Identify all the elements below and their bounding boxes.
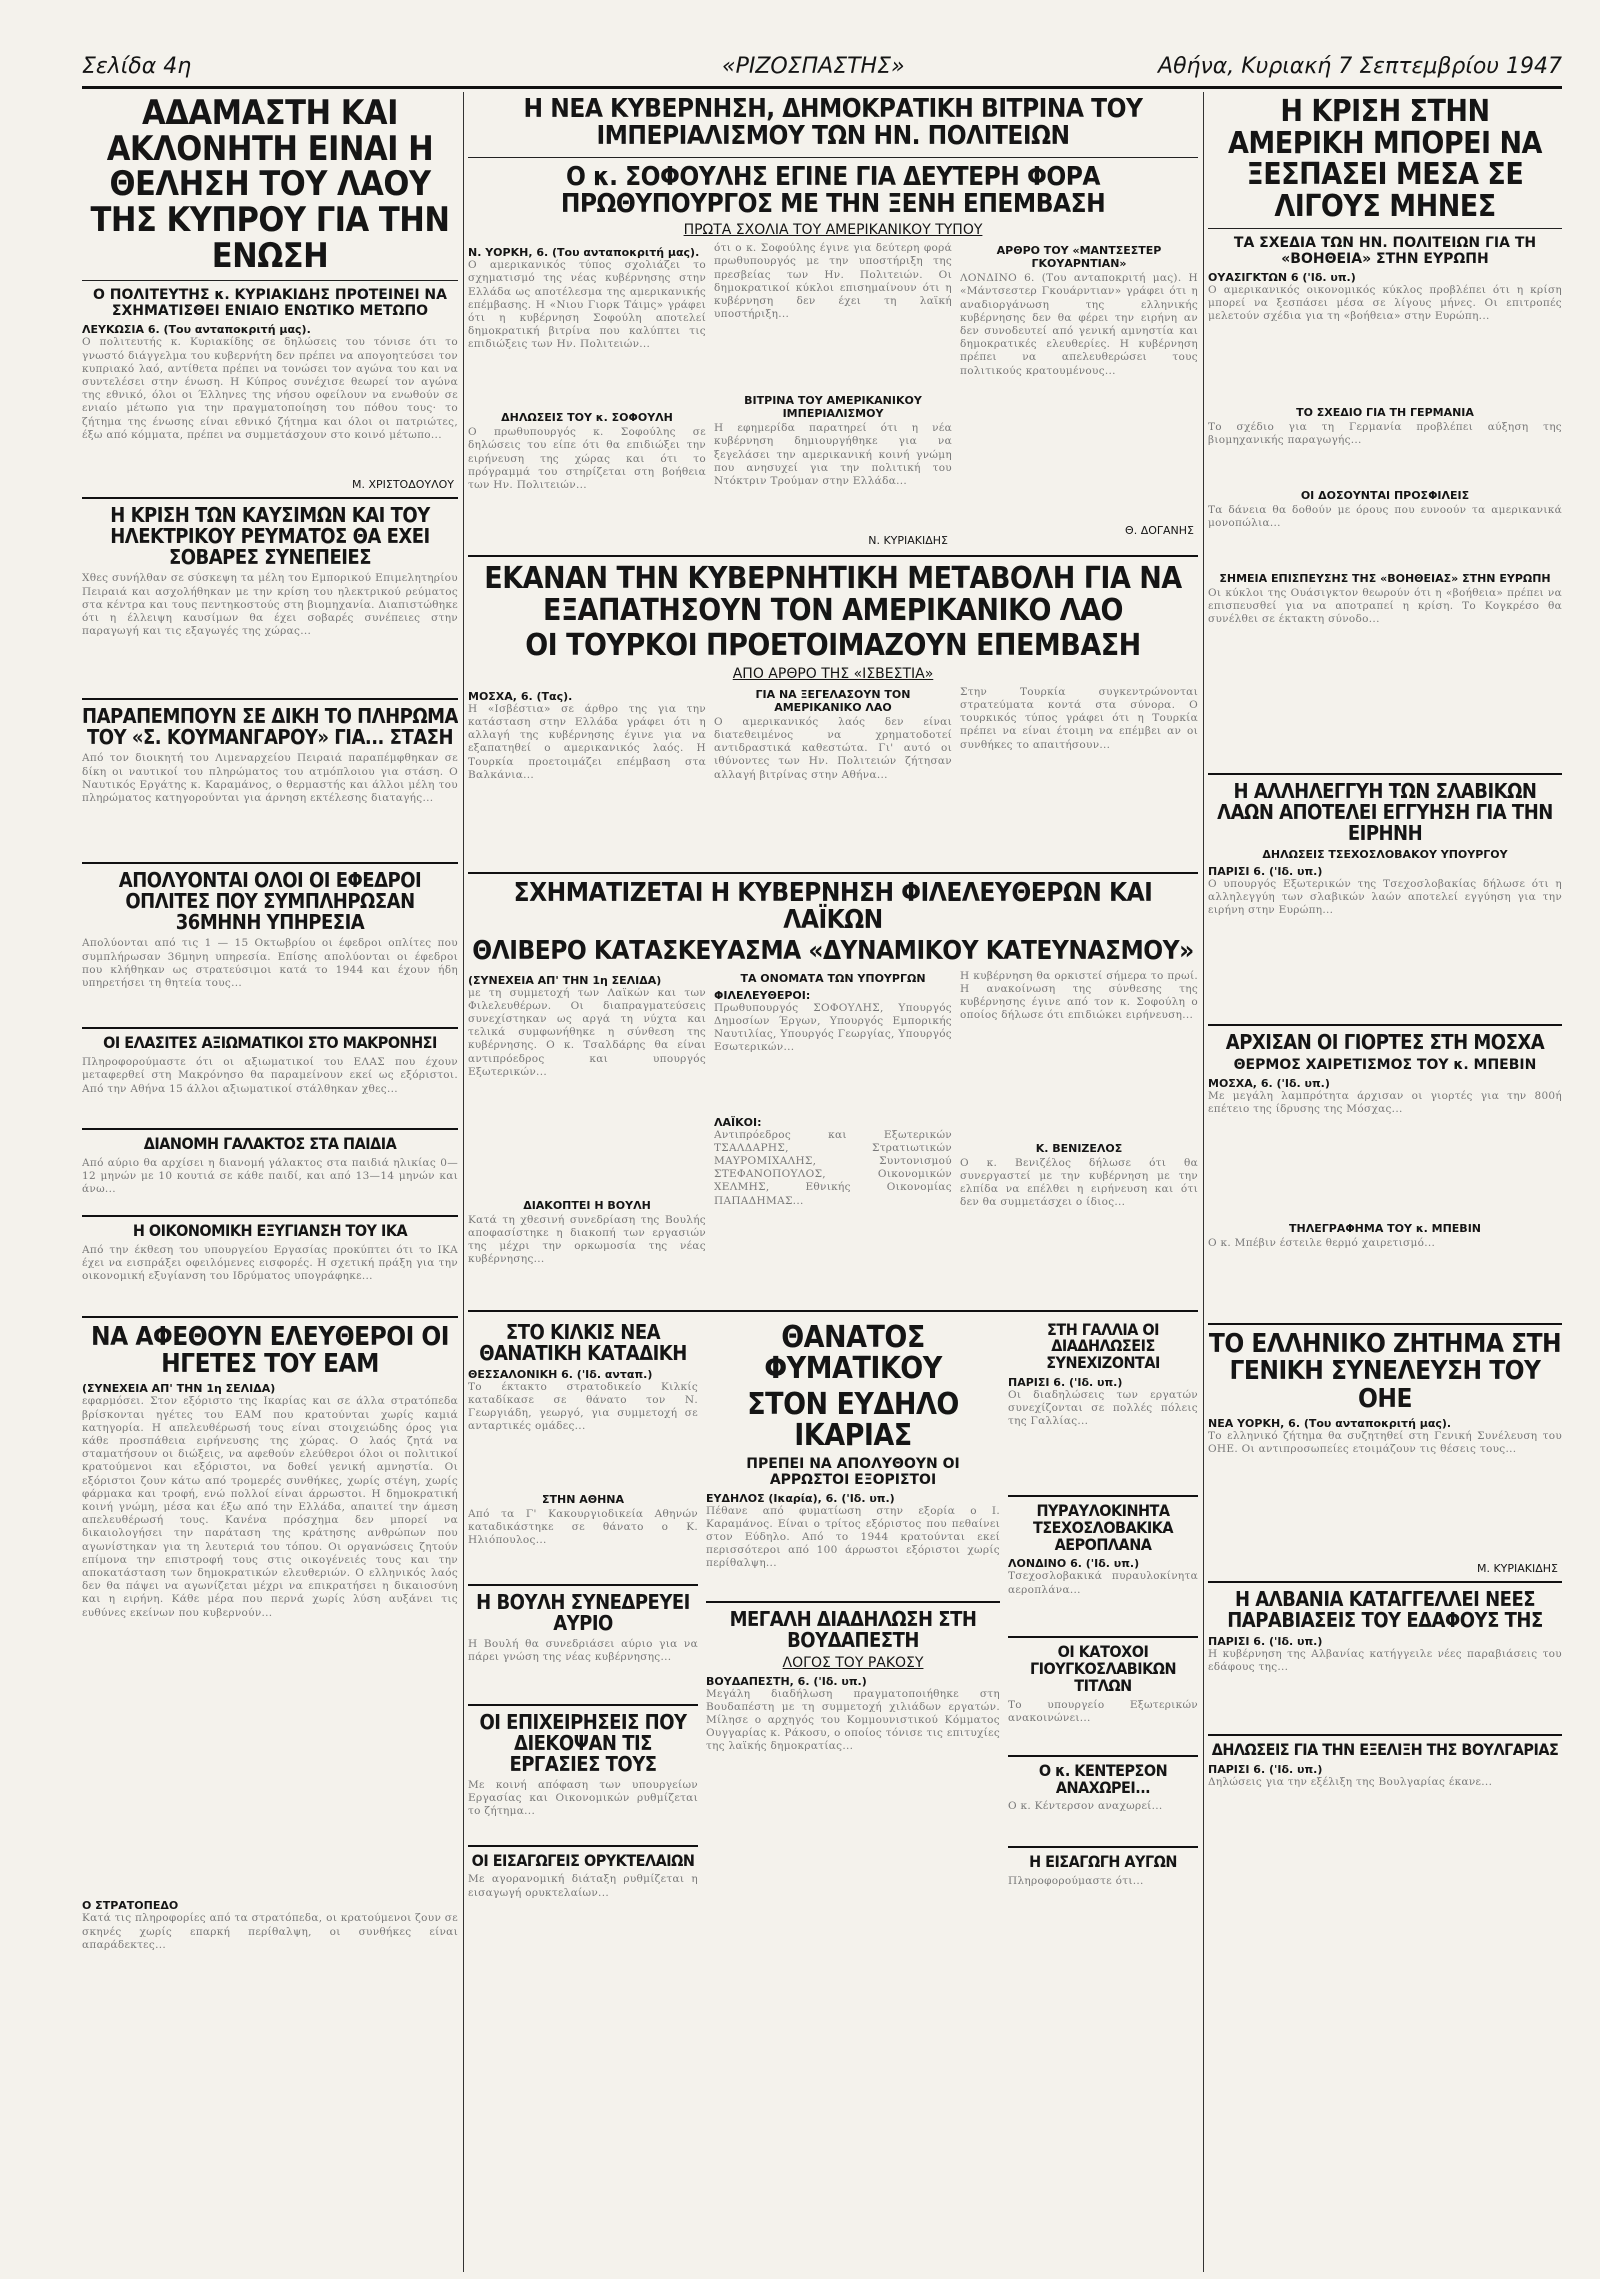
article-epixeiriseis <box>468 1709 698 1839</box>
article-ikaria <box>706 1319 1000 1595</box>
article-text: εφαρμόσει. Στον εξόριστο της Ικαρίας και σε άλλα στρατόπεδα βρίσκονται ηγέτες του ΕΑΜ που κρατούνται χωρίς καμιά κατηγορία. Η απελευθέρωσή τους είναι στοιχειώδης όρος για κάθε προσπάθεια ειρήνευσης της χώρας. Ο λαός ζητά να σταματήσουν οι διώξεις, να αφεθούν ελεύθεροι όλοι οι πολιτικοί κρατούμενοι και εξόριστοι, να δοθεί γενική αμνηστία. Οι εξόριστοι ζουν κάτω από τρομερές συνθήκες, χωρίς στέγη, χωρίς φάρμακα και τροφή, ενώ πολλοί είναι άρρωστοι. Η δημοκρατική κοινή γνώμη, μέσα και έξω από την Ελλάδα, απαιτεί την άμεση απελευθέρωσή τους. Κανένα πρόσχημα δεν μπορεί να δικαιολογήσει την παράταση της κράτησης ανθρώπων που αγωνίστηκαν για τη λευτεριά του τόπου. Οι οργανώσεις ζητούν επίμονα την επιστροφή τους στις οικογένειές τους και την αποκατάσταση των δημοκρατικών ελευθεριών. Ο ελληνικός λαός δεν θα πάψει να αγωνίζεται μέχρι να επικρατήσει η δικαιοσύνη και η ειρήνη. Κάθε μέρα που περνά χωρίς λύση αυξάνει τις ευθύνες εκείνων που κυβερνούν... <box>82 1395 458 1619</box>
briefs-column <box>1008 1318 1198 1926</box>
subsection-title: Ο ΣΤΡΑΤΟΠΕΔΟ <box>82 1899 179 1913</box>
dateline: ΜΟΣΧΑ, 6. (Τας). <box>468 689 573 703</box>
article-text: Από αύριο θα αρχίσει η διανομή γάλακτος στα παιδιά ηλικίας 0—12 μηνών με 10 κουτιά σε κάθε παιδί, και από 13—14 μηνών και άνω... <box>82 1157 458 1196</box>
column-rule <box>463 92 464 2272</box>
headline: Η ΟΙΚΟΝΟΜΙΚΗ ΕΞΥΓΙΑΝΣΗ ΤΟΥ ΙΚΑ <box>132 1221 408 1241</box>
dateline: (ΣΥΝΕΧΕΙΑ ΑΠ' ΤΗΝ 1η ΣΕΛΙΔΑ) <box>82 1382 276 1396</box>
headline: ΟΙ ΚΑΤΟΧΟΙ ΓΙΟΥΓΚΟΣΛΑΒΙΚΩΝ ΤΙΤΛΩΝ <box>1029 1642 1177 1695</box>
article-ika <box>82 1223 458 1310</box>
subheadline: ΑΠΟ ΑΡΘΡΟ ΤΗΣ «ΙΣΒΕΣΤΙΑ» <box>732 665 934 682</box>
headline: ΑΡΧΙΣΑΝ ΟΙ ΓΙΟΡΤΕΣ ΣΤΗ ΜΟΣΧΑ <box>1225 1030 1545 1054</box>
headline: ΣΤΟ ΚΙΛΚΙΣ ΝΕΑ ΘΑΝΑΤΙΚΗ ΚΑΤΑΔΙΚΗ <box>479 1319 687 1365</box>
headline: ΘΑΝΑΤΟΣ ΦΥΜΑΤΙΚΟΥ <box>764 1319 942 1387</box>
headline: ΑΔΑΜΑΣΤΗ ΚΑΙ ΑΚΛΟΝΗΤΗ ΕΙΝΑΙ Η ΘΕΛΗΣΗ ΤΟΥ ΛΑΟΥ ΤΗΣ ΚΥΠΡΟΥ ΓΙΑ ΤΗΝ ΕΝΩΣΗ <box>90 93 450 276</box>
article-text: Ο κ. Κέντερσον αναχωρεί... <box>1008 1800 1163 1813</box>
headline-2: ΘΛΙΒΕΡΟ ΚΑΤΑΣΚΕΥΑΣΜΑ «ΔΥΝΑΜΙΚΟΥ ΚΑΤΕΥΝΑΣΜΟΥ» <box>472 936 1194 967</box>
article-text: ΛΟΝΔΙΝΟ 6. (Του ανταποκριτή μας). Η «Μάντσεστερ Γκουάρντιαν» γράφει ότι η αναδιοργάνωση της ελληνικής κυβέρνησης δεν θα φέρει την ειρήνη αν δεν συνοδευτεί από γενική αμνηστία και δημοκρατικές ελευθερίες. Η κυβέρνηση πρέπει να απελευθερώσει τους πολιτικούς κρατουμένους... <box>960 272 1198 377</box>
headline: ΔΙΑΝΟΜΗ ΓΑΛΑΚΤΟΣ ΣΤΑ ΠΑΙΔΙΑ <box>143 1134 397 1154</box>
article-text: Χθες συνήλθαν σε σύσκεψη τα μέλη του Εμπορικού Επιμελητηρίου Πειραιά και ασχολήθηκαν με την κρίση του ηλεκτρικού ρεύματος στα κέντρα και τους πεντηκοστούς στη βιομηχανία. Διαπιστώθηκε ότι η έλλειψη καυσίμων θα έχει σοβαρές συνέπειες στην παραγωγή και τις εξαγωγές της χώρας... <box>82 572 458 638</box>
page-number: Σελίδα 4η <box>82 54 192 79</box>
article-bulgaria <box>1208 1739 1562 1856</box>
article-text: Κατά τη χθεσινή συνεδρίαση της Βουλής αποφασίστηκε η διακοπή των εργασιών της μέχρι την ορκωμοσία της νέας κυβέρνησης... <box>468 1213 706 1266</box>
inner-heading: ΛΑΪΚΟΙ: <box>714 1115 762 1129</box>
headline: Ο κ. ΚΕΝΤΕΡΣΟΝ ΑΝΑΧΩΡΕΙ... <box>1038 1760 1168 1797</box>
dateline: ΠΑΡΙΣΙ 6. ('Ιδ. υπ.) <box>1208 1634 1323 1648</box>
article-gallia <box>1008 1319 1198 1489</box>
headline: Η ΑΛΛΗΛΕΓΓΥΗ ΤΩΝ ΣΛΑΒΙΚΩΝ ΛΑΩΝ ΑΠΟΤΕΛΕΙ ΕΓΓΥΗΣΗ ΓΙΑ ΤΗΝ ΕΙΡΗΝΗ <box>1217 779 1553 845</box>
article-text: Μεγάλη διαδήλωση πραγματοποιήθηκε στη Βουδαπέστη με τη συμμετοχή χιλιάδων εργατών. Μίλησε ο αρχηγός του Κομμουνιστικού Κόμματος Ουγγαρίας κ. Ράκοσυ, ο οποίος τόνισε τις επιτυχίες της λαϊκής δημοκρατίας... <box>706 1687 1000 1753</box>
inner-heading: Κ. ΒΕΝΙΖΕΛΟΣ <box>1035 1141 1123 1155</box>
inner-heading: ΣΗΜΕΙΑ ΕΠΙΣΠΕΥΣΗΣ ΤΗΣ «ΒΟΗΘΕΙΑΣ» ΣΤΗΝ ΕΥΡΩΠΗ <box>1219 572 1551 585</box>
lead-subheadline: ΠΡΩΤΑ ΣΧΟΛΙΑ ΤΟΥ ΑΜΕΡΙΚΑΝΙΚΟΥ ΤΥΠΟΥ <box>683 222 983 239</box>
article-text: Η εφημερίδα παρατηρεί ότι η νέα κυβέρνηση δημιουργήθηκε για να ξεγελάσει την αμερικανική κοινή γνώμη που ανησυχεί για την πολιτική του Ντόκτριν Τρούμαν στην Ελλάδα... <box>714 422 952 487</box>
headline: Η ΒΟΥΛΗ ΣΥΝΕΔΡΕΥΕΙ ΑΥΡΙΟ <box>476 1589 690 1635</box>
article-text: Τσεχοσλοβακικά πυραυλοκίνητα αεροπλάνα... <box>1008 1570 1198 1596</box>
article-text: Με μεγάλη λαμπρότητα άρχισαν οι γιορτές για την 800ή επέτειο της ίδρυσης της Μόσχας... <box>1208 1090 1562 1116</box>
article-katoxoi <box>1008 1644 1198 1748</box>
article-kilkis <box>468 1319 698 1578</box>
inner-heading: ΤΗΛΕΓΡΑΦΗΜΑ ΤΟΥ κ. ΜΠΕΒΙΝ <box>1289 1222 1481 1235</box>
dateline: ΒΟΥΔΑΠΕΣΤΗ, 6. ('Ιδ. υπ.) <box>706 1674 867 1688</box>
article-text: Από τα Γ' Κακουργιοδικεία Αθηνών καταδικάστηκε σε θάνατο ο Κ. Ηλιόπουλος... <box>468 1507 698 1546</box>
article-text: Ο αμερικανικός οικονομικός κύκλος προβλέπει ότι η κρίση μπορεί να ξεσπάσει μέσα σε λίγους μήνες. Οι επιτροπές μελετούν σχέδια για τη «βοήθεια» στην Ευρώπη... <box>1208 284 1562 323</box>
article-text: Το έκτακτο στρατοδικείο Κιλκίς καταδίκασε σε θάνατο τον Ν. Γεωργιάδη, γεωργό, για συμμετοχή σε ανταρτικές ομάδες... <box>468 1380 698 1433</box>
paper-name: «ΡΙΖΟΣΠΑΣΤΗΣ» <box>722 54 905 79</box>
article-makronisi <box>82 1035 458 1122</box>
article-fuel-crisis <box>82 505 458 692</box>
masthead <box>82 54 1562 84</box>
headline: ΜΕΓΑΛΗ ΔΙΑΔΗΛΩΣΗ ΣΤΗ ΒΟΥΔΑΠΕΣΤΗ <box>729 1606 977 1652</box>
subheadline: ΘΕΡΜΟΣ ΧΑΙΡΕΤΙΣΜΟΣ ΤΟΥ κ. ΜΠΕΒΙΝ <box>1233 1057 1537 1073</box>
inner-heading: ΓΙΑ ΝΑ ΞΕΓΕΛΑΣΟΥΝ ΤΟΝ ΑΜΕΡΙΚΑΝΙΚΟ ΛΑΟ <box>755 687 911 714</box>
article-reservists <box>82 870 458 1021</box>
article-turkey <box>468 563 1198 866</box>
dateline: ΠΑΡΙΣΙ 6. ('Ιδ. υπ.) <box>1208 865 1323 878</box>
headline: ΝΑ ΑΦΕΘΟΥΝ ΕΛΕΥΘΕΡΟΙ ΟΙ ΗΓΕΤΕΣ ΤΟΥ ΕΑΜ <box>91 1321 449 1380</box>
article-text: Απολύονται από τις 1 — 15 Οκτωβρίου οι έφεδροι οπλίτες που συμπλήρωσαν 36μηνη υπηρεσία. Επίσης απολύονται οι έφεδροι που κλήθηκαν ως στρατεύσιμοι κατά το 1944 και έχουν ήδη υπηρετήσει τη θητεία τους... <box>82 937 458 990</box>
headline: ΟΙ ΕΛΑΣΙΤΕΣ ΑΞΙΩΜΑΤΙΚΟΙ ΣΤΟ ΜΑΚΡΟΝΗΣΙ <box>103 1033 437 1053</box>
signature: Μ. ΧΡΙΣΤΟΔΟΥΛΟΥ <box>351 478 454 492</box>
right-column <box>1208 92 1562 2272</box>
headline: ΑΠΟΛΥΟΝΤΑΙ ΟΛΟΙ ΟΙ ΕΦΕΔΡΟΙ ΟΠΛΙΤΕΣ ΠΟΥ ΣΥΜΠΛΗΡΩΣΑΝ 36ΜΗΝΗ ΥΠΗΡΕΣΙΑ <box>118 868 422 935</box>
signature: Μ. ΚΥΡΙΑΚΙΔΗΣ <box>1476 1561 1558 1575</box>
inner-heading: ΟΙ ΔΟΣΟΥΝΤΑΙ ΠΡΟΣΦΙΛΕΙΣ <box>1300 489 1470 502</box>
headline: ΔΗΛΩΣΕΙΣ ΓΙΑ ΤΗΝ ΕΞΕΛΙΞΗ ΤΗΣ ΒΟΥΛΓΑΡΙΑΣ <box>1211 1739 1559 1759</box>
article-vouli <box>468 1589 698 1698</box>
subheadline: ΠΡΕΠΕΙ ΝΑ ΑΠΟΛΥΘΟΥΝ ΟΙ ΑΡΡΩΣΤΟΙ ΕΞΟΡΙΣΤΟΙ <box>746 1455 960 1488</box>
article-text: Η Βουλή θα συνεδριάσει αύριο για να πάρει γνώση της νέας κυβέρνησης... <box>468 1637 698 1663</box>
article-text: Οι διαδηλώσεις των εργατών συνεχίζονται σε πολλές πόλεις της Γαλλίας... <box>1008 1388 1198 1428</box>
article-text: Με κοινή απόφαση των υπουργείων Εργασίας και Οικονομικών ρυθμίζεται το ζήτημα... <box>468 1778 698 1817</box>
subheadline: ΛΟΓΟΣ ΤΟΥ ΡΑΚΟΣΥ <box>782 1654 924 1671</box>
dateline: (ΣΥΝΕΧΕΙΑ ΑΠ' ΤΗΝ 1η ΣΕΛΙΔΑ) <box>468 973 662 987</box>
article-text: Τα δάνεια θα δοθούν με όρους που ευνοούν τα αμερικανικά μονοπώλια... <box>1208 504 1562 530</box>
masthead-rule <box>82 86 1562 89</box>
inner-heading: ΣΤΗΝ ΑΘΗΝΑ <box>541 1492 625 1506</box>
headline: ΟΙ ΕΠΙΧΕΙΡΗΣΕΙΣ ΠΟΥ ΔΙΕΚΟΨΑΝ ΤΙΣ ΕΡΓΑΣΙΕΣ ΤΟΥΣ <box>479 1709 687 1776</box>
left-column <box>82 92 458 2272</box>
subheadline: ΔΗΛΩΣΕΙΣ ΤΣΕΧΟΣΛΟΒΑΚΟΥ ΥΠΟΥΡΓΟΥ <box>1262 848 1508 861</box>
headline: ΤΟ ΕΛΛΗΝΙΚΟ ΖΗΤΗΜΑ ΣΤΗ ΓΕΝΙΚΗ ΣΥΝΕΛΕΥΣΗ ΤΟΥ ΟΗΕ <box>1208 1329 1562 1414</box>
article-text: Οι κύκλοι της Ουάσιγκτον θεωρούν ότι η «βοήθεια» πρέπει να επισπευσθεί για να αποτραπεί η κρίση. Το Κογκρέσο θα συνέλθει σε έκτακτη σύνοδο... <box>1208 587 1562 626</box>
headline: ΣΧΗΜΑΤΙΖΕΤΑΙ Η ΚΥΒΕΡΝΗΣΗ ΦΙΛΕΛΕΥΘΕΡΩΝ ΚΑΙ ΛΑΪΚΩΝ <box>513 877 1153 935</box>
article-text: με τη συμμετοχή των Λαϊκών και των Φιλελευθέρων. Οι διαπραγματεύσεις συνεχίστηκαν ως αργά τη νύχτα και τελικά συμφωνήθηκε η σύνθεση της κυβέρνησης. Ο κ. Τσαλδάρης θα είναι αντιπρόεδρος και υπουργός Εξωτερικών... <box>468 986 706 1078</box>
dateline: ΛΟΝΔΙΝΟ 6. ('Ιδ. υπ.) <box>1008 1557 1140 1571</box>
inner-heading: ΒΙΤΡΙΝΑ ΤΟΥ ΑΜΕΡΙΚΑΝΙΚΟΥ ΙΜΠΕΡΙΑΛΙΣΜΟΥ <box>744 394 922 421</box>
headline: Η ΚΡΙΣΗ ΤΩΝ ΚΑΥΣΙΜΩΝ ΚΑΙ ΤΟΥ ΗΛΕΚΤΡΙΚΟΥ ΡΕΥΜΑΤΟΣ ΘΑ ΕΧΕΙ ΣΟΒΑΡΕΣ ΣΥΝΕΠΕΙΕΣ <box>110 503 430 570</box>
article-text: Το σχέδιο για τη Γερμανία προβλέπει αύξηση της βιομηχανικής παραγωγής... <box>1208 421 1562 447</box>
article-america-crisis <box>1208 96 1562 767</box>
subheadline: ΤΑ ΣΧΕΔΙΑ ΤΩΝ ΗΝ. ΠΟΛΙΤΕΙΩΝ ΓΙΑ ΤΗ «ΒΟΗΘΕΙΑ» ΣΤΗΝ ΕΥΡΩΠΗ <box>1233 235 1537 267</box>
subheadline: Ο ΠΟΛΙΤΕΥΤΗΣ κ. ΚΥΡΙΑΚΙΔΗΣ ΠΡΟΤΕΙΝΕΙ ΝΑ ΣΧΗΜΑΤΙΣΘΕΙ ΕΝΙΑΙΟ ΕΝΩΤΙΚΟ ΜΕΤΩΠΟ <box>93 287 447 320</box>
lead-story <box>468 96 1198 549</box>
article-text: Με αγορανομική διάταξη ρυθμίζεται η εισαγωγή ορυκτελαίων... <box>468 1873 698 1899</box>
headline: Η ΑΛΒΑΝΙΑ ΚΑΤΑΓΓΕΛΛΕΙ ΝΕΕΣ ΠΑΡΑΒΙΑΣΕΙΣ ΤΟΥ ΕΔΑΦΟΥΣ ΤΗΣ <box>1227 1586 1543 1632</box>
headline: ΠΑΡΑΠΕΜΠΟΥΝ ΣΕ ΔΙΚΗ ΤΟ ΠΛΗΡΩΜΑ ΤΟΥ «Σ. ΚΟΥΜΑΝΓΑΡΟΥ» ΓΙΑ... ΣΤΑΣΗ <box>82 704 458 750</box>
article-text: Στην Τουρκία συγκεντρώνονται στρατεύματα κοντά στα σύνορα. Ο τουρκικός τύπος γράφει ότι η Τουρκία πρέπει να είναι έτοιμη να επέμβει αν οι συνθήκες το απαιτήσουν... <box>960 685 1198 751</box>
dateline: ΛΕΥΚΩΣΙΑ 6. (Του ανταποκριτή μας). <box>82 323 311 337</box>
article-greek-question-un <box>1208 1331 1562 1575</box>
article-text: Ο υπουργός Εξωτερικών της Τσεχοσλοβακίας δήλωσε ότι η αλληλεγγύη των σλαβικών λαών αποτελεί εγγύηση για την ειρήνη στην Ευρώπη... <box>1208 878 1562 917</box>
article-text: Η «Ισβέστια» σε άρθρο της για την κατάσταση στην Ελλάδα γράφει ότι η αλλαγή της κυβέρνησης έγινε για να εξαπατηθεί ο αμερικανικός λαός. Η Τουρκία προετοιμάζει επέμβαση στα Βαλκάνια... <box>468 702 706 781</box>
article-text: Ο αμερικανικός λαός δεν είναι διατεθειμένος να χρηματοδοτεί αντιδραστικά καθεστώτα. Γι' αυτό οι ιθύνοντες των Ην. Πολιτειών ζήτησαν αλλαγή βιτρίνας στην Αθήνα... <box>714 715 952 781</box>
dateline: ΕΥΔΗΛΟΣ (Ικαρία), 6. ('Ιδ. υπ.) <box>706 1491 895 1505</box>
issue-date: Αθήνα, Κυριακή 7 Σεπτεμβρίου 1947 <box>1158 54 1562 79</box>
dateline: Ν. ΥΟΡΚΗ, 6. (Του ανταποκριτή μας). <box>468 246 700 260</box>
article-text: Ο πολιτευτής κ. Κυριακίδης σε δηλώσεις του τόνισε ότι το γνωστό διάγγελμα του κυβερνήτη δεν πρέπει να απογοητεύσει τον κυπριακό λαό, αντίθετα πρέπει να τονώσει τον αγώνα του και να συντελέσει στην ένωση. Η Κύπρος συνέχισε θεωρεί τον αγώνα της εθνικό, όλοι οι Έλληνες της νήσου οφείλουν να ενωθούν σε ενιαίο μέτωπο για την πραγματοποίηση του πόθου τους· το ζήτημα της ένωσης είναι εθνικό ζήτημα και όλοι οι πατριώτες, έξω από κόμματα, πρέπει να συμμετάσχουν στο κοινό μέτωπο... <box>82 336 458 441</box>
article-kenter <box>1008 1760 1198 1841</box>
inner-heading: ΤΑ ΟΝΟΜΑΤΑ ΤΩΝ ΥΠΟΥΡΓΩΝ <box>740 971 926 985</box>
article-eam-leaders <box>82 1321 458 2033</box>
article-text: Ο αμερικανικός τύπος σχολιάζει το σχηματισμό της νέας κυβέρνησης στην Ελλάδα ως αποτέλεσμα της αμερικανικής επέμβασης. Η «Νιου Γιορκ Τάιμς» γράφει ότι η κυβέρνηση Σοφούλη αποτελεί δημοκρατική βιτρίνα που καλύπτει τις επιδιώξεις των Ην. Πολιτειών... <box>468 259 706 351</box>
inner-heading: ΔΗΛΩΣΕΙΣ ΤΟΥ κ. ΣΟΦΟΥΛΗ <box>501 411 673 425</box>
inner-heading: ΤΟ ΣΧΕΔΙΟ ΓΙΑ ΤΗ ΓΕΡΜΑΝΙΑ <box>1296 406 1474 419</box>
headline: Η ΕΙΣΑΓΩΓΗ ΑΥΓΩΝ <box>1029 1852 1177 1872</box>
inner-heading: ΦΙΛΕΛΕΥΘΕΡΟΙ: <box>714 988 811 1002</box>
article-text: Από την έκθεση του υπουργείου Εργασίας προκύπτει ότι το ΙΚΑ έχει να εισπράξει οφειλόμενες εισφορές. Η σχετική πράξη για την οικονομική εξυγίανση του Ιδρύματος υπογράφηκε... <box>82 1243 458 1283</box>
lead-headline-1: Η ΝΕΑ ΚΥΒΕΡΝΗΣΗ, ΔΗΜΟΚΡΑΤΙΚΗ ΒΙΤΡΙΝΑ ΤΟΥ ΙΜΠΕΡΙΑΛΙΣΜΟΥ ΤΩΝ ΗΝ. ΠΟΛΙΤΕΙΩΝ <box>523 94 1143 152</box>
article-text: Πέθανε από φυματίωση στην εξορία ο Ι. Καραμάνος. Είναι ο τρίτος εξόριστος που πεθαίνει στον Εύδηλο. Από το 1944 κρατούνται εκεί περισσότεροι από 100 άρρωστοι εξόριστοι χωρίς περίθαλψη... <box>706 1504 1000 1570</box>
article-text: Η κυβέρνηση θα ορκιστεί σήμερα το πρωί. Η ανακοίνωση της σύνθεσης της κυβέρνησης έγινε από τον κ. Σοφούλη ο οποίος δήλωσε ότι επιδιώκει ειρήνευση... <box>960 969 1198 1022</box>
article-text: Ο κ. Μπέβιν έστειλε θερμό χαιρετισμό... <box>1208 1237 1436 1249</box>
headline: Η ΚΡΙΣΗ ΣΤΗΝ ΑΜΕΡΙΚΗ ΜΠΟΡΕΙ ΝΑ ΞΕΣΠΑΣΕΙ ΜΕΣΑ ΣΕ ΛΙΓΟΥΣ ΜΗΝΕΣ <box>1228 94 1542 224</box>
article-orykt <box>468 1850 698 1926</box>
signature: Ν. ΚΥΡΙΑΚΙΔΗΣ <box>868 534 948 548</box>
article-text: ότι ο κ. Σοφούλης έγινε για δεύτερη φορά πρωθυπουργός με την υποστήριξη της πρεσβείας των Ην. Πολιτειών. Οι δημοκρατικοί κύκλοι επισημαίνουν ότι η κυβέρνηση δεν έχει τη λαϊκή υποστήριξη... <box>714 242 952 321</box>
article-avga <box>1008 1854 1198 1915</box>
dateline: ΜΟΣΧΑ, 6. ('Ιδ. υπ.) <box>1208 1077 1330 1090</box>
article-text: Κατά τις πληροφορίες από τα στρατόπεδα, οι κρατούμενοι ζουν σε σκηνές χωρίς επαρκή περίθαλψη, οι συνθήκες είναι απαράδεκτες... <box>82 1912 458 1951</box>
column-rule <box>1203 92 1204 2272</box>
article-text: Η κυβέρνηση της Αλβανίας κατήγγειλε νέες παραβιάσεις του εδάφους της... <box>1208 1647 1562 1674</box>
headline: ΣΤΗ ΓΑΛΛΙΑ ΟΙ ΔΙΑΔΗΛΩΣΕΙΣ ΣΥΝΕΧΙΖΟΝΤΑΙ <box>1046 1319 1160 1373</box>
inner-heading: ΔΙΑΚΟΠΤΕΙ Η ΒΟΥΛΗ <box>523 1198 651 1212</box>
dateline: ΠΑΡΙΣΙ 6. ('Ιδ. υπ.) <box>1208 1762 1323 1776</box>
inner-heading: ΑΡΘΡΟ ΤΟΥ «ΜΑΝΤΣΕΣΤΕΡ ΓΚΟΥΑΡΝΤΙΑΝ» <box>996 244 1162 271</box>
article-government <box>468 877 1198 1304</box>
article-cyprus <box>82 93 458 492</box>
headline: ΠΥΡΑΥΛΟΚΙΝΗΤΑ ΤΣΕΧΟΣΛΟΒΑΚΙΚΑ ΑΕΡΟΠΛΑΝΑ <box>1033 1500 1173 1554</box>
dateline: ΝΕΑ ΥΟΡΚΗ, 6. (Του ανταποκριτή μας). <box>1208 1416 1452 1430</box>
article-moscow <box>1208 1032 1562 1317</box>
lead-headline-2: Ο κ. ΣΟΦΟΥΛΗΣ ΕΓΙΝΕ ΓΙΑ ΔΕΥΤΕΡΗ ΦΟΡΑ ΠΡΩΘΥΠΟΥΡΓΟΣ ΜΕ ΤΗΝ ΞΕΝΗ ΕΠΕΜΒΑΣΗ <box>560 161 1106 219</box>
article-milk <box>82 1136 458 1209</box>
headline: ΟΙ ΕΙΣΑΓΩΓΕΙΣ ΟΡΥΚΤΕΛΑΙΩΝ <box>471 1850 695 1870</box>
article-text: Πληροφορούμαστε ότι οι αξιωματικοί του ΕΛΑΣ που έχουν μεταφερθεί στη Μακρόνησο θα παραμείνουν εκεί ως εξόριστοι. Από την Αθήνα 15 άλλοι αξιωματικοί στάλθηκαν χθες... <box>82 1056 458 1095</box>
article-slavic <box>1208 781 1562 1018</box>
dateline: ΟΥΑΣΙΓΚΤΩΝ 6 ('Ιδ. υπ.) <box>1208 271 1356 284</box>
headline-2: ΟΙ ΤΟΥΡΚΟΙ ΠΡΟΕΤΟΙΜΑΖΟΥΝ ΕΠΕΜΒΑΣΗ <box>525 628 1141 664</box>
dateline: ΠΑΡΙΣΙ 6. ('Ιδ. υπ.) <box>1008 1375 1123 1389</box>
article-text: Ο πρωθυπουργός κ. Σοφούλης σε δηλώσεις του είπε ότι θα επιδιώξει την ειρήνευση της χώρας και ότι το πρόγραμμά του στηρίζεται στη βοήθεια των Ην. Πολιτειών... <box>468 426 706 491</box>
article-aeroplana <box>1008 1500 1198 1630</box>
article-budapest <box>706 1606 1000 1808</box>
article-text: Αντιπρόεδρος και Εξωτερικών ΤΣΑΛΔΑΡΗΣ, Στρατιωτικών ΜΑΥΡΟΜΙΧΑΛΗΣ, Συντονισμού ΣΤΕΦΑΝΟΠΟΥΛΟΣ, Οικονομικών ΧΕΛΜΗΣ, Εθνικής Οικονομίας ΠΑΠΑΔΗΜΑΣ... <box>714 1128 952 1207</box>
center-column <box>468 92 1198 2272</box>
article-text: Πρωθυπουργός ΣΟΦΟΥΛΗΣ, Υπουργός Δημοσίων Έργων, Υπουργός Εμπορικής Ναυτιλίας, Υπουργός Γεωργίας, Υπουργός Εσωτερικών... <box>714 1001 952 1054</box>
article-text: Το υπουργείο Εξωτερικών ανακοινώνει... <box>1008 1698 1198 1724</box>
article-text: Πληροφορούμαστε ότι... <box>1008 1875 1144 1888</box>
headline-2: ΣΤΟΝ ΕΥΔΗΛΟ ΙΚΑΡΙΑΣ <box>747 1386 959 1454</box>
article-text: Το ελληνικό ζήτημα θα συζητηθεί στη Γενική Συνέλευση του ΟΗΕ. Οι αντιπροσωπείες ετοιμάζουν τις θέσεις τους... <box>1208 1429 1562 1456</box>
article-text: Ο κ. Βενιζέλος δήλωσε ότι θα συνεργαστεί με την κυβέρνηση με την ελπίδα να επέλθει η ειρήνευση και ότι δεν θα συμμετάσχει ο ίδιος... <box>960 1156 1198 1209</box>
signature: Θ. ΔΟΓΑΝΗΣ <box>1125 524 1194 538</box>
article-text: Δηλώσεις για την εξέλιξη της Βουλγαρίας έκανε... <box>1208 1775 1493 1788</box>
article-albania <box>1208 1586 1562 1728</box>
article-text: Από τον διοικητή του Λιμεναρχείου Πειραιά παραπέμφθηκαν σε δίκη οι ναυτικοί του πληρώματος του ατμόπλοιου για στάση. Ο Ναυτικός Εργάτης κ. Καραμάνος, ο θερμαστής και άλλοι μέλη του πληρώματος κατηγορούνται για άρνηση εκτέλεσης διαταγής... <box>82 752 458 805</box>
article-koumangarou <box>82 706 458 856</box>
dateline: ΘΕΣΣΑΛΟΝΙΚΗ 6. ('Ιδ. ανταπ.) <box>468 1367 653 1381</box>
headline: ΕΚΑΝΑΝ ΤΗΝ ΚΥΒΕΡΝΗΤΙΚΗ ΜΕΤΑΒΟΛΗ ΓΙΑ ΝΑ ΕΞΑΠΑΤΗΣΟΥΝ ΤΟΝ ΑΜΕΡΙΚΑΝΙΚΟ ΛΑΟ <box>484 561 1182 628</box>
